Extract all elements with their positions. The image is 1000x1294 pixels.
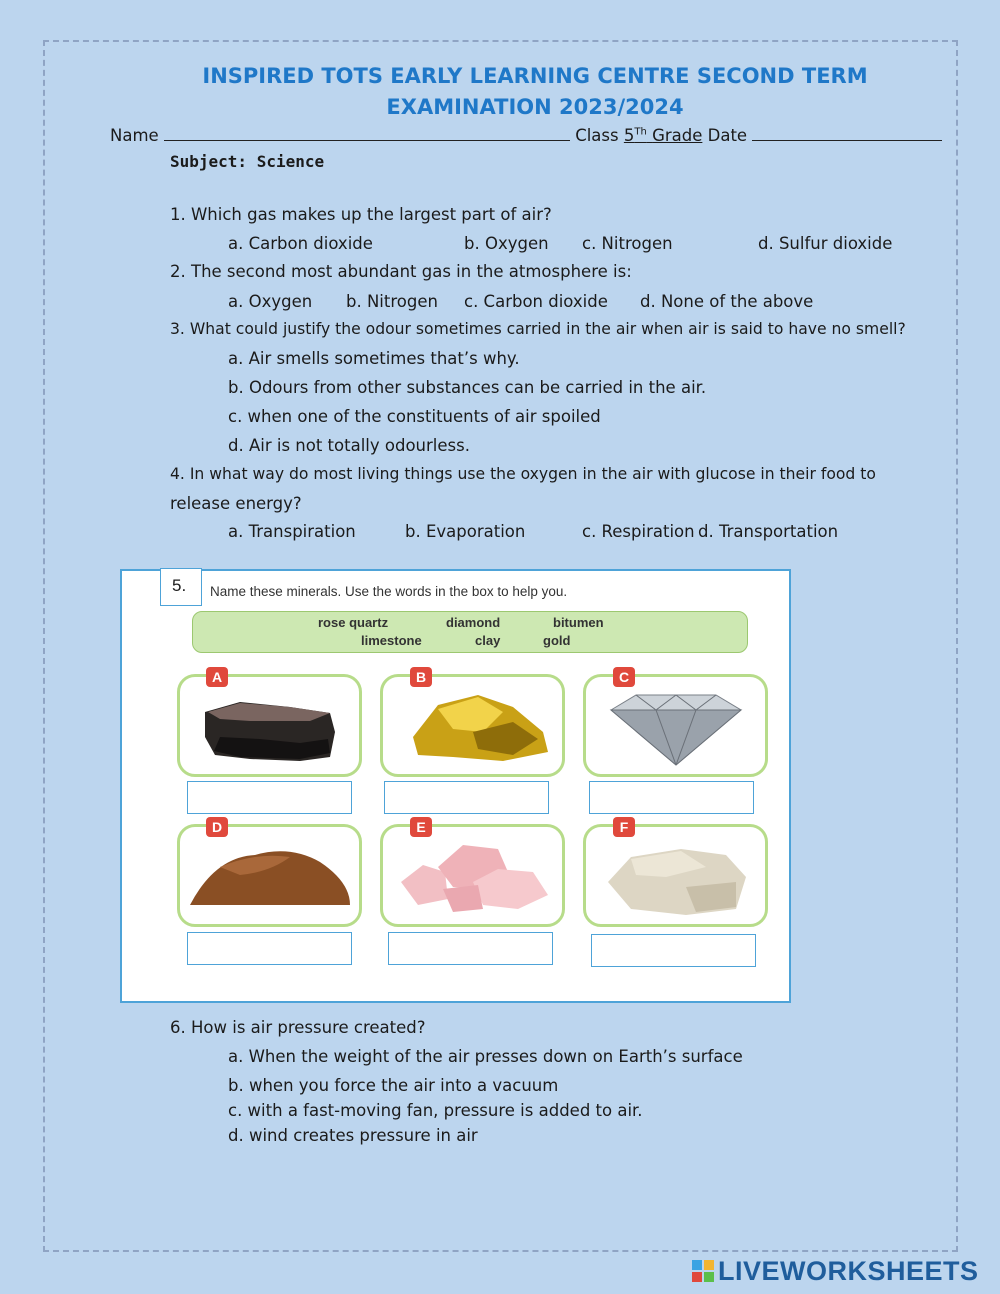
date-label: Date <box>707 126 748 145</box>
q1-option-a: a. Carbon dioxide <box>228 234 373 253</box>
header-fields <box>110 126 942 145</box>
card-badge-b: B <box>410 667 432 687</box>
word-bitumen: bitumen <box>553 615 604 630</box>
q2-option-d: d. None of the above <box>640 292 814 311</box>
question-1: 1. Which gas makes up the largest part of air? <box>170 205 552 224</box>
question-5-number: 5. <box>160 568 202 606</box>
answer-box-f[interactable] <box>591 934 756 967</box>
liveworksheets-brand[interactable]: LIVEWORKSHEETS <box>718 1256 979 1286</box>
card-badge-f: F <box>613 817 635 837</box>
q4-option-d: d. Transportation <box>698 522 839 541</box>
class-label: Class <box>575 126 619 145</box>
mineral-card-f <box>583 824 768 927</box>
question-5-instruction: Name these minerals. Use the words in the box to help you. <box>210 584 568 599</box>
answer-box-c[interactable] <box>589 781 754 814</box>
q3-option-a: a. Air smells sometimes that’s why. <box>228 349 520 368</box>
question-6: 6. How is air pressure created? <box>170 1018 426 1037</box>
word-bank <box>192 611 748 653</box>
answer-box-e[interactable] <box>388 932 553 965</box>
word-limestone: limestone <box>361 633 422 648</box>
q6-option-c: c. with a fast-moving fan, pressure is added to air. <box>228 1101 643 1120</box>
date-blank[interactable] <box>752 126 942 141</box>
mineral-card-d <box>177 824 362 927</box>
question-4-line2: release energy? <box>170 494 302 513</box>
q3-option-b: b. Odours from other substances can be carried in the air. <box>228 378 707 397</box>
question-2: 2. The second most abundant gas in the atmosphere is: <box>170 262 632 281</box>
subject-label: Subject: Science <box>170 152 325 171</box>
mineral-card-c <box>583 674 768 777</box>
q2-option-a: a. Oxygen <box>228 292 313 311</box>
q4-option-b: b. Evaporation <box>405 522 526 541</box>
word-clay: clay <box>475 633 501 648</box>
name-label: Name <box>110 126 159 145</box>
diamond-image <box>586 677 765 774</box>
liveworksheets-logo-icon <box>692 1260 714 1282</box>
card-badge-c: C <box>613 667 635 687</box>
q4-option-c: c. Respiration <box>582 522 695 541</box>
q6-option-a: a. When the weight of the air presses down on Earth’s surface <box>228 1047 743 1066</box>
q3-option-c: c. when one of the constituents of air spoiled <box>228 407 601 426</box>
minerals-panel <box>120 569 791 1003</box>
gold-image <box>383 677 562 774</box>
class-value: 5Th Grade <box>623 126 703 145</box>
exam-title-line2: EXAMINATION 2023/2024 <box>386 95 684 119</box>
limestone-image <box>586 827 765 924</box>
q4-option-a: a. Transpiration <box>228 522 356 541</box>
q6-option-d: d. wind creates pressure in air <box>228 1126 478 1145</box>
word-rose-quartz: rose quartz <box>318 615 389 630</box>
question-3: 3. What could justify the odour sometimes carried in the air when air is said to have no smell? <box>170 320 906 338</box>
answer-box-b[interactable] <box>384 781 549 814</box>
clay-image <box>180 827 359 924</box>
answer-box-d[interactable] <box>187 932 352 965</box>
question-4-line1: 4. In what way do most living things use the oxygen in the air with glucose in their food to <box>170 465 876 483</box>
card-badge-a: A <box>206 667 228 687</box>
mineral-card-e <box>380 824 565 927</box>
word-gold: gold <box>543 633 571 648</box>
card-badge-e: E <box>410 817 432 837</box>
mineral-card-a <box>177 674 362 777</box>
answer-box-a[interactable] <box>187 781 352 814</box>
q1-option-d: d. Sulfur dioxide <box>758 234 893 253</box>
q1-option-b: b. Oxygen <box>464 234 549 253</box>
q2-option-b: b. Nitrogen <box>346 292 438 311</box>
q6-option-b: b. when you force the air into a vacuum <box>228 1076 559 1095</box>
rose-quartz-image <box>383 827 562 924</box>
q3-option-d: d. Air is not totally odourless. <box>228 436 470 455</box>
q2-option-c: c. Carbon dioxide <box>464 292 608 311</box>
bitumen-image <box>180 677 359 774</box>
word-diamond: diamond <box>446 615 501 630</box>
q1-option-c: c. Nitrogen <box>582 234 673 253</box>
name-blank[interactable] <box>164 126 570 141</box>
mineral-card-b <box>380 674 565 777</box>
exam-title-line1: INSPIRED TOTS EARLY LEARNING CENTRE SECOND TERM <box>202 64 868 88</box>
card-badge-d: D <box>206 817 228 837</box>
